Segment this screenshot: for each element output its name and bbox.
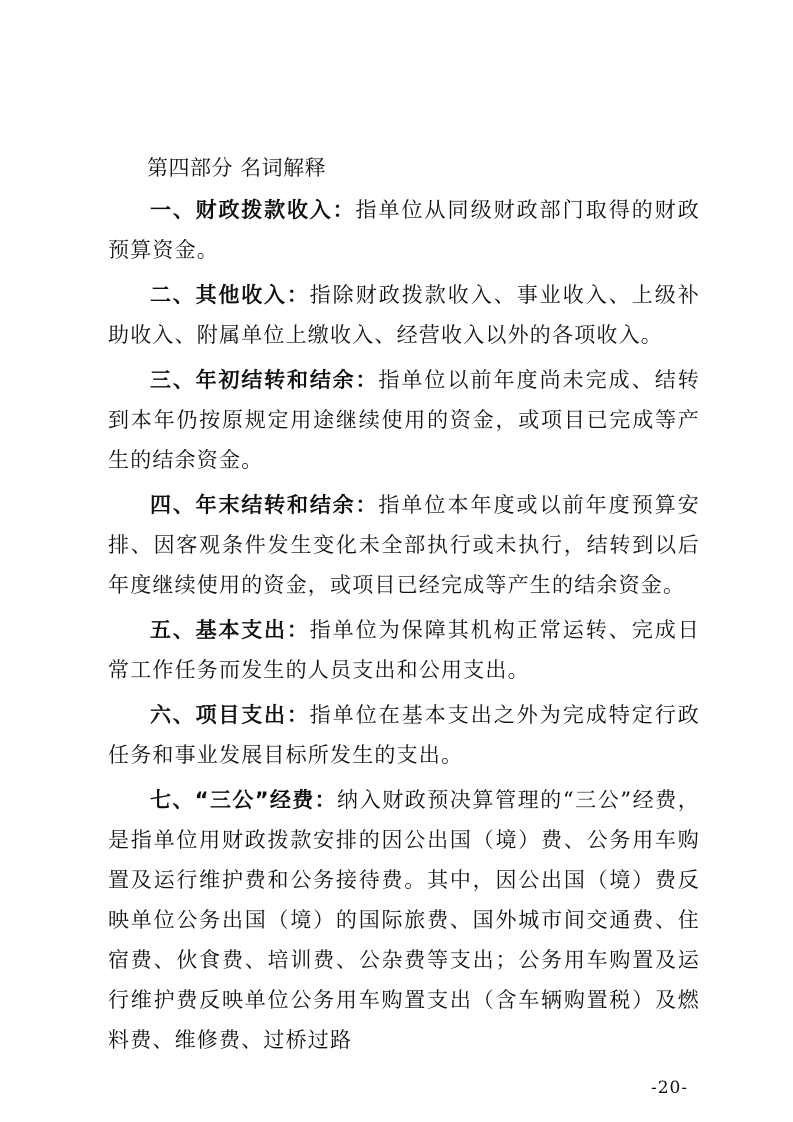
- definition-paragraph: [108, 360, 700, 480]
- definition-paragraph: [108, 275, 700, 355]
- definition-term: 七、“三公”经费：: [150, 788, 338, 812]
- definition-text: 指单位从同级财政部门取得的财政预算资金。: [108, 198, 701, 262]
- definition-text: 纳入财政预决算管理的“三公”经费，是指单位用财政拨款安排的因公出国（境）费、公务用车购置及运行维护费和公务接待费。其中，因公出国（境）费反映单位公务出国（境）的国际旅费、国外城市间交通费、住宿费、伙食费、培训费、公杂费等支出；公务用车购置及运行维护费反映单位公务用车购置支出（含车辆购置税）及燃料费、维修费、过桥过路: [108, 788, 700, 1052]
- definition-term: 三、年初结转和结余：: [150, 368, 379, 392]
- definition-text: 指单位本年度或以前年度预算安排、因客观条件发生变化未全部执行或未执行，结转到以后年度继续使用的资金，或项目已经完成等产生的结余资金。: [108, 493, 700, 597]
- definition-paragraph: [108, 610, 700, 690]
- definition-term: 五、基本支出：: [150, 618, 310, 642]
- definition-paragraph: [108, 190, 700, 270]
- definition-term: 六、项目支出：: [150, 703, 310, 727]
- definition-text: 指除财政拨款收入、事业收入、上级补助收入、附属单位上缴收入、经营收入以外的各项收入。: [108, 283, 701, 347]
- page-number: -20-: [651, 1078, 689, 1098]
- definition-text: 指单位在基本支出之外为完成特定行政任务和事业发展目标所发生的支出。: [108, 703, 701, 767]
- definition-paragraph: [108, 695, 700, 775]
- definitions-body: [108, 190, 700, 1060]
- definition-term: 四、年末结转和结余：: [150, 493, 379, 517]
- definition-paragraph: [108, 485, 700, 605]
- definition-text: 指单位为保障其机构正常运转、完成日常工作任务而发生的人员支出和公用支出。: [108, 618, 701, 682]
- definition-paragraph: [108, 780, 700, 1060]
- definition-term: 一、财政拨款收入：: [150, 198, 356, 222]
- section-title: 第四部分 名词解释: [147, 156, 327, 180]
- definition-term: 二、其他收入：: [150, 283, 310, 307]
- definition-text: 指单位以前年度尚未完成、结转到本年仍按原规定用途继续使用的资金，或项目已完成等产生的结余资金。: [108, 368, 700, 472]
